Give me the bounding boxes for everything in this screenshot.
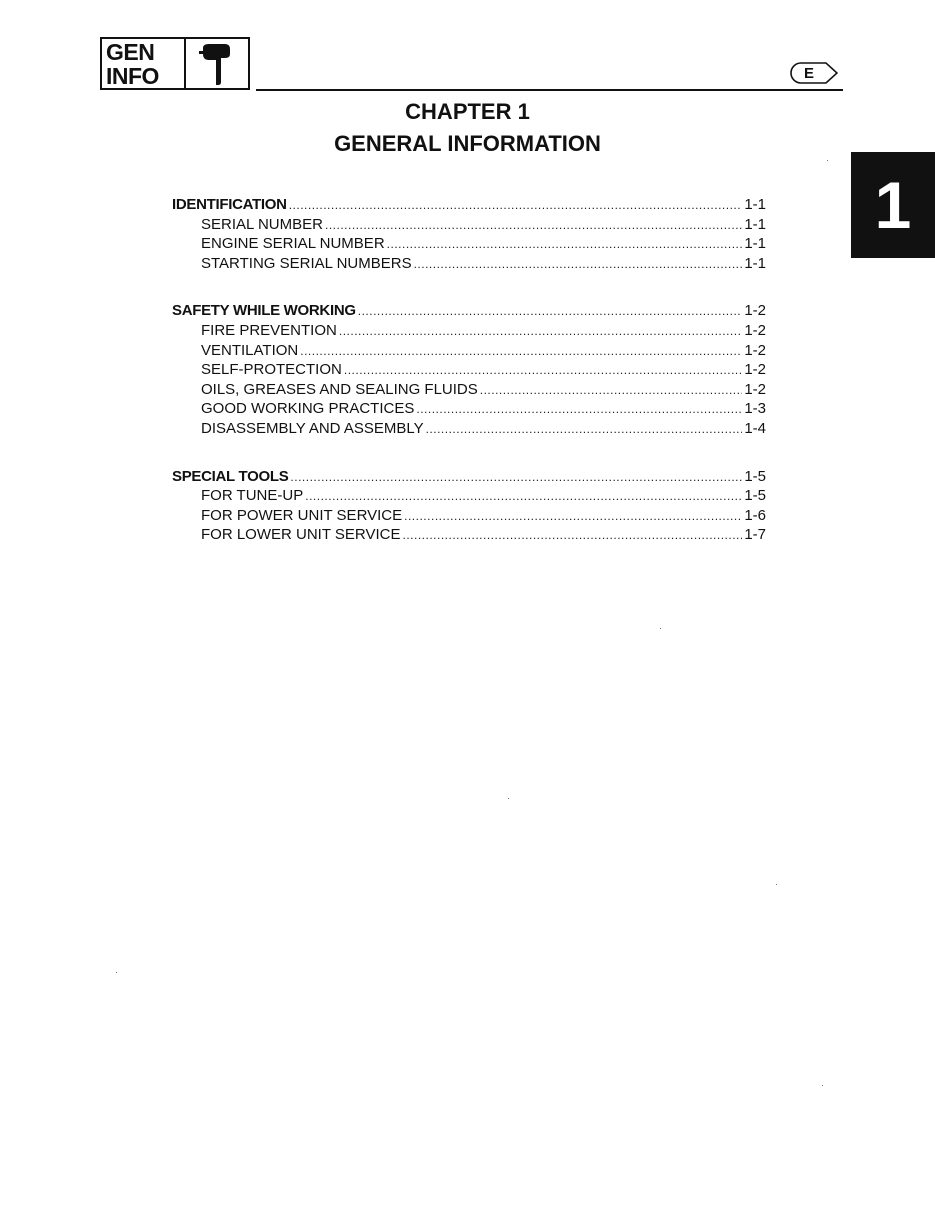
toc-entry-label: DISASSEMBLY AND ASSEMBLY bbox=[201, 419, 424, 437]
toc-entry-label: FOR POWER UNIT SERVICE bbox=[201, 506, 403, 524]
toc-entry-label: FOR TUNE-UP bbox=[201, 487, 304, 505]
toc-entry-label: ENGINE SERIAL NUMBER bbox=[201, 235, 385, 253]
toc-leader-dots bbox=[387, 235, 743, 255]
toc-entry-page: 1-1 bbox=[744, 254, 766, 272]
table-of-contents bbox=[172, 195, 766, 573]
chapter-tab-number: 1 bbox=[874, 168, 912, 242]
language-badge-label: E bbox=[803, 64, 814, 82]
header-rule bbox=[256, 89, 843, 91]
toc-entry-page: 1-5 bbox=[744, 487, 766, 505]
toc-entry-page: 1-1 bbox=[744, 196, 766, 213]
toc-section-safety bbox=[172, 301, 766, 438]
toc-leader-dots bbox=[339, 322, 742, 342]
toc-entry[interactable] bbox=[172, 195, 766, 215]
toc-entry-page: 1-3 bbox=[744, 400, 766, 418]
toc-entry-label: IDENTIFICATION bbox=[172, 196, 287, 213]
toc-entry[interactable] bbox=[172, 467, 766, 487]
toc-entry-page: 1-4 bbox=[744, 419, 766, 437]
toc-leader-dots bbox=[300, 342, 742, 362]
toc-entry[interactable] bbox=[172, 399, 766, 419]
toc-entry-page: 1-5 bbox=[744, 467, 766, 485]
section-label bbox=[102, 39, 186, 88]
toc-entry-page: 1-2 bbox=[744, 341, 766, 359]
chapter-title: GENERAL INFORMATION bbox=[334, 131, 601, 156]
toc-entry[interactable] bbox=[172, 506, 766, 526]
toc-leader-dots bbox=[402, 526, 742, 546]
toc-entry-label: GOOD WORKING PRACTICES bbox=[201, 400, 415, 418]
toc-entry-label: SPECIAL TOOLS bbox=[172, 467, 289, 485]
toc-leader-dots bbox=[404, 507, 742, 527]
toc-entry-page: 1-2 bbox=[744, 321, 766, 339]
scan-speck bbox=[776, 884, 777, 885]
toc-entry-label: SAFETY WHILE WORKING bbox=[172, 302, 356, 320]
section-label-line2: INFO bbox=[106, 62, 159, 89]
scan-speck bbox=[508, 798, 509, 799]
toc-entry-label: SELF-PROTECTION bbox=[201, 361, 342, 379]
toc-entry[interactable] bbox=[172, 321, 766, 341]
toc-leader-dots bbox=[480, 381, 743, 401]
toc-entry-page: 1-1 bbox=[744, 235, 766, 253]
toc-entry[interactable] bbox=[172, 254, 766, 274]
chapter-tab bbox=[851, 152, 935, 258]
toc-entry[interactable] bbox=[172, 380, 766, 400]
toc-entry[interactable] bbox=[172, 525, 766, 545]
language-badge bbox=[790, 62, 838, 84]
toc-entry[interactable] bbox=[172, 215, 766, 235]
toc-entry[interactable] bbox=[172, 486, 766, 506]
toc-leader-dots bbox=[325, 216, 742, 236]
toc-entry-label: VENTILATION bbox=[201, 341, 299, 359]
toc-leader-dots bbox=[426, 420, 743, 440]
toc-entry-page: 1-1 bbox=[744, 215, 766, 233]
toc-entry-page: 1-2 bbox=[744, 361, 766, 379]
toc-entry[interactable] bbox=[172, 419, 766, 439]
toc-section-special-tools bbox=[172, 467, 766, 545]
toc-entry-label: STARTING SERIAL NUMBERS bbox=[201, 254, 412, 272]
toc-entry-page: 1-2 bbox=[744, 302, 766, 320]
toc-entry-page: 1-7 bbox=[744, 526, 766, 544]
toc-entry-label: SERIAL NUMBER bbox=[201, 215, 323, 233]
toc-entry[interactable] bbox=[172, 234, 766, 254]
scan-speck bbox=[660, 628, 661, 629]
toc-section-identification bbox=[172, 195, 766, 273]
toc-entry-label: OILS, GREASES AND SEALING FLUIDS bbox=[201, 380, 478, 398]
toc-entry-page: 1-6 bbox=[744, 506, 766, 524]
toc-leader-dots bbox=[416, 400, 742, 420]
toc-entry-label: FOR LOWER UNIT SERVICE bbox=[201, 526, 401, 544]
chapter-heading: CHAPTER 1 bbox=[405, 99, 530, 124]
section-header-box bbox=[100, 37, 250, 90]
toc-leader-dots bbox=[414, 255, 743, 275]
toc-leader-dots bbox=[358, 302, 743, 322]
toc-leader-dots bbox=[289, 196, 743, 216]
scan-speck bbox=[827, 160, 828, 161]
scan-speck bbox=[116, 972, 117, 973]
section-label-line1: GEN bbox=[106, 38, 155, 65]
outboard-motor-icon bbox=[186, 39, 248, 88]
toc-entry-page: 1-2 bbox=[744, 380, 766, 398]
toc-leader-dots bbox=[305, 487, 742, 507]
toc-leader-dots bbox=[290, 468, 742, 488]
toc-leader-dots bbox=[344, 361, 742, 381]
scan-speck bbox=[822, 1085, 823, 1086]
toc-entry[interactable] bbox=[172, 360, 766, 380]
toc-entry-label: FIRE PREVENTION bbox=[201, 321, 337, 339]
toc-entry[interactable] bbox=[172, 341, 766, 361]
toc-entry[interactable] bbox=[172, 301, 766, 321]
